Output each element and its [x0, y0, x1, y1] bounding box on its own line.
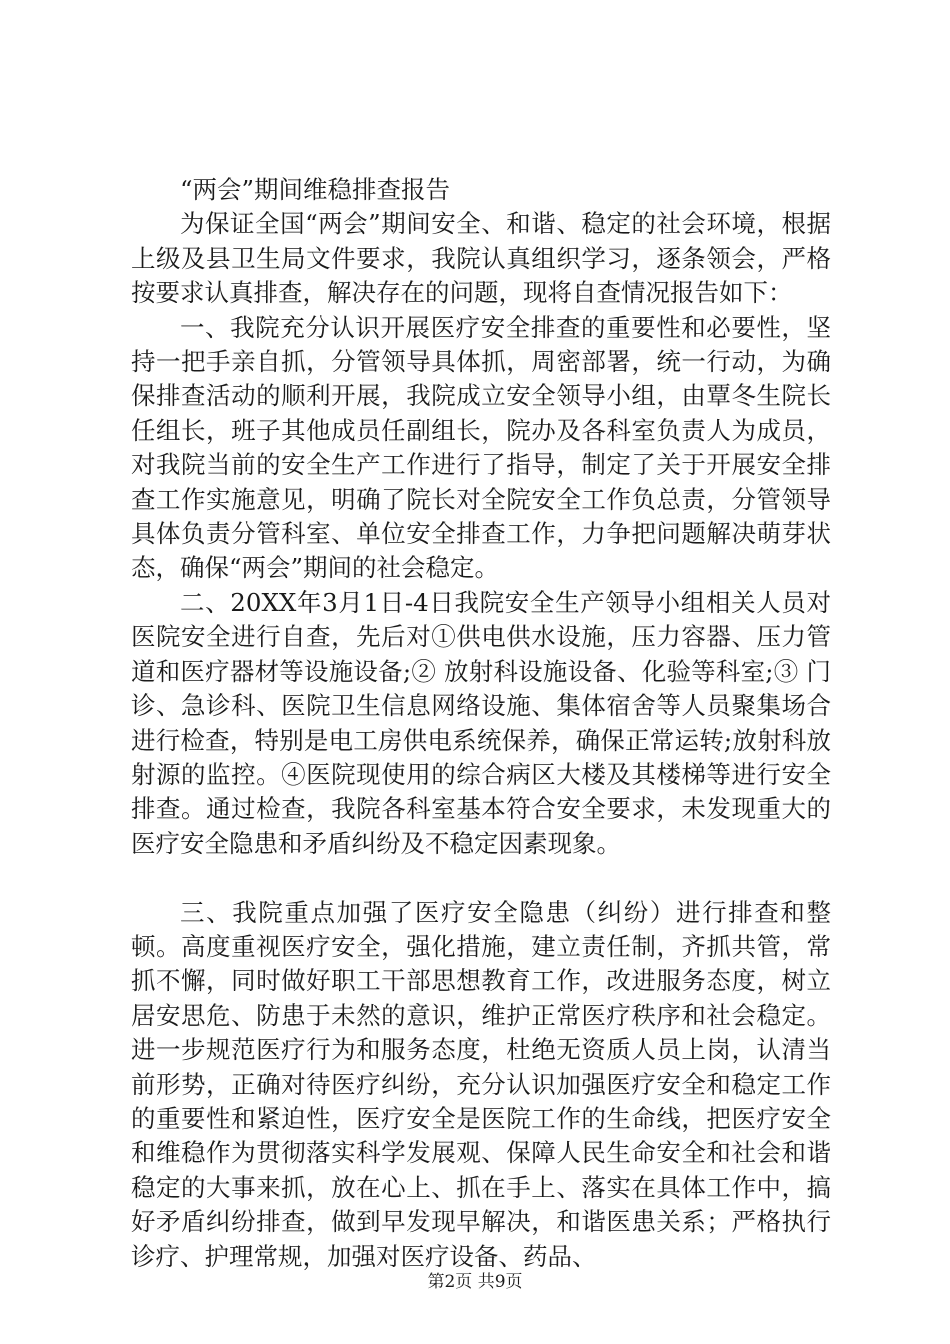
paragraph-intro: 为保证全国“两会”期间安全、和谐、稳定的社会环境，根据上级及县卫生局文件要求，我院认真组织学习，逐条领会，严格按要求认真排查，解决存在的问题，现将自查情况报告如下： [131, 209, 831, 308]
paragraph-section-1: 一、我院充分认识开展医疗安全排查的重要性和必要性，坚持一把手亲自抓，分管领导具体抓，周密部署，统一行动，为确保排查活动的顺利开展，我院成立安全领导小组，由覃冬生院长任组长，班子其他成员任副组长，院办及各科室负责人为成员，对我院当前的安全生产工作进行了指导，制定了关于开展安全排查工作实施意见，明确了院长对全院安全工作负总责，分管领导具体负责分管科室、单位安全排查工作，力争把问题解决萌芽状态，确保“两会”期间的社会稳定。 [131, 312, 831, 583]
paragraph-section-2: 二、20XX年3月1日-4日我院安全生产领导小组相关人员对医院安全进行自查，先后对①供电供水设施，压力容器、压力管道和医疗器材等设施设备;② 放射科设施设备、化验等科室;③ 门诊、急诊科、医院卫生信息网络设施、集体宿舍等人员聚集场合进行检查，特别是电工房供电系统保养，确保正常运转;放射科放射源的监控。④医院现使用的综合病区大楼及其楼梯等进行安全排查。通过检查，我院各科室基本符合安全要求，未发现重大的医疗安全隐患和矛盾纠纷及不稳定因素现象。 [131, 587, 831, 858]
document-body [131, 173, 831, 1274]
page-number-footer: 第2页 共9页 [427, 1272, 523, 1292]
document-title: “两会”期间维稳排查报告 [180, 175, 451, 204]
paragraph-section-3: 三、我院重点加强了医疗安全隐患（纠纷）进行排查和整顿。高度重视医疗安全，强化措施，建立责任制，齐抓共管，常抓不懈，同时做好职工干部思想教育工作，改进服务态度，树立居安思危、防患于未然的意识，维护正常医疗秩序和社会稳定。进一步规范医疗行为和服务态度，杜绝无资质人员上岗，认清当前形势，正确对待医疗纠纷，充分认识加强医疗安全和稳定工作的重要性和紧迫性，医疗安全是医院工作的生命线，把医疗安全和维稳作为贯彻落实科学发展观、保障人民生命安全和社会和谐稳定的大事来抓，放在心上、抓在手上、落实在具体工作中，搞好矛盾纠纷排查，做到早发现早解决，和谐医患关系；严格执行诊疗、护理常规，加强对医疗设备、药品、 [131, 897, 831, 1271]
